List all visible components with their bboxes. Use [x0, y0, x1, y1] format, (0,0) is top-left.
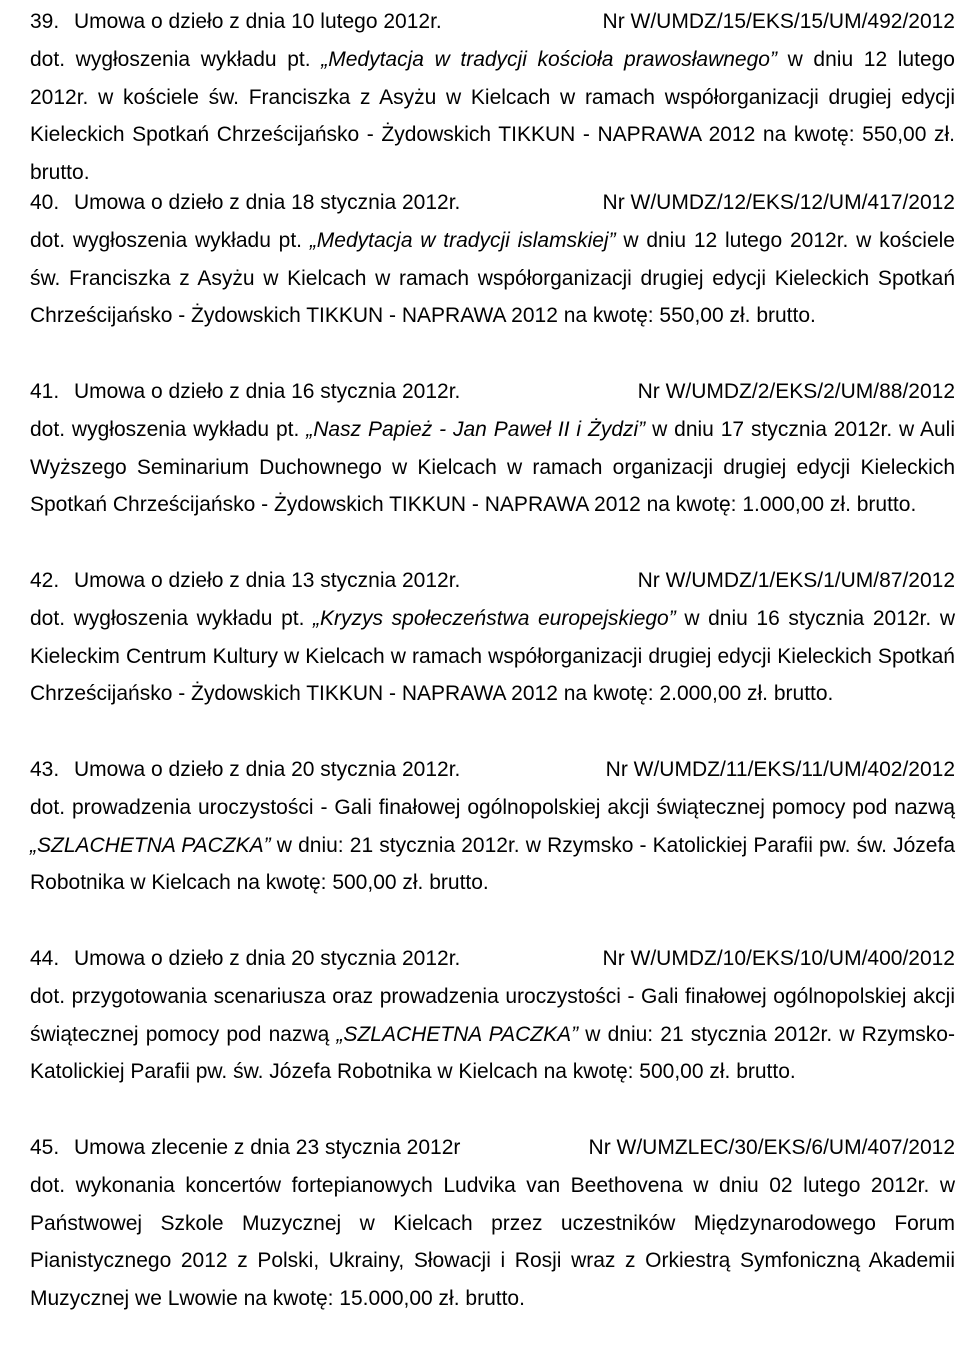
entry-description [30, 41, 955, 192]
entry-number: 41. [30, 380, 60, 403]
entry-heading [30, 1129, 955, 1167]
entry-description [30, 222, 955, 335]
description-text-continued: w dniu 17 stycznia 2012r. w Auli Wyższego Seminarium Duchownego w Kielcach w ramach organizacji drugiej edycji Kieleckich Spotkań Chrześcijańsko - Żydowskich TIKKUN - NAPRAWA 2012 na kwotę: 1.000,00 zł. brutto. [30, 417, 955, 517]
contract-date-line: Umowa o dzieło z dnia 16 stycznia 2012r. [74, 380, 461, 403]
contract-entry [30, 940, 955, 1091]
contract-reference-number: Nr W/UMDZ/1/EKS/1/UM/87/2012 [637, 569, 955, 592]
entry-number: 45. [30, 1136, 60, 1159]
contract-reference-number: Nr W/UMDZ/11/EKS/11/UM/402/2012 [605, 758, 955, 781]
entry-number: 44. [30, 947, 60, 970]
contract-entry [30, 184, 955, 335]
contract-date-line: Umowa o dzieło z dnia 18 stycznia 2012r. [74, 191, 461, 214]
entry-heading [30, 373, 955, 411]
contract-entry [30, 751, 955, 902]
entry-number: 40. [30, 191, 60, 214]
description-text: dot. wygłoszenia wykładu pt. [30, 47, 322, 71]
entry-heading [30, 940, 955, 978]
contract-date-line: Umowa o dzieło z dnia 13 stycznia 2012r. [74, 569, 461, 592]
description-text: dot. wykonania koncertów fortepianowych Ludvika van Beethovena w dniu 02 lutego 2012r. w Państwowej Szkole Muzycznej w Kielcach przez uczestników Międzynarodowego Forum Pianistycznego 2012 z Polski, Ukrainy, Słowacji i Rosji wraz z Orkiestrą Symfoniczną Akademii Muzycznej we Lwowie na kwotę: 15.000,00 zł. brutto. [30, 1173, 955, 1311]
entry-heading [30, 562, 955, 600]
description-text-continued: w dniu 12 lutego 2012r. w kościele św. Franciszka z Asyżu w Kielcach w ramach współorganizacji drugiej edycji Kieleckich Spotkań Chrześcijańsko - Żydowskich TIKKUN - NAPRAWA 2012 na kwotę: 550,00 zł. brutto. [30, 47, 955, 185]
description-text: dot. wygłoszenia wykładu pt. [30, 228, 310, 252]
contract-reference-number: Nr W/UMZLEC/30/EKS/6/UM/407/2012 [588, 1136, 955, 1159]
contract-date-line: Umowa o dzieło z dnia 10 lutego 2012r. [74, 10, 442, 33]
contract-entry [30, 3, 955, 192]
contract-reference-number: Nr W/UMDZ/10/EKS/10/UM/400/2012 [602, 947, 955, 970]
entry-heading [30, 184, 955, 222]
entry-number: 39. [30, 10, 60, 33]
entry-number: 43. [30, 758, 60, 781]
contract-entry [30, 373, 955, 524]
entry-heading [30, 3, 955, 41]
event-name: „SZLACHETNA PACZKA” [336, 1022, 579, 1046]
entry-description [30, 789, 955, 902]
description-text: dot. prowadzenia uroczystości - Gali finałowej ogólnopolskiej akcji świątecznej pomocy pod nazwą [30, 795, 955, 819]
contract-date-line: Umowa o dzieło z dnia 20 stycznia 2012r. [74, 758, 461, 781]
lecture-title: „Kryzys społeczeństwa europejskiego” [313, 606, 676, 630]
description-text-continued: w dniu: 21 stycznia 2012r. w Rzymsko-Katolickiej Parafii pw. św. Józefa Robotnika w Kielcach na kwotę: 500,00 zł. brutto. [30, 1022, 955, 1084]
description-text-continued: w dniu: 21 stycznia 2012r. w Rzymsko - Katolickiej Parafii pw. św. Józefa Robotnika w Kielcach na kwotę: 500,00 zł. brutto. [30, 833, 955, 895]
contract-reference-number: Nr W/UMDZ/15/EKS/15/UM/492/2012 [602, 10, 955, 33]
contract-date-line: Umowa o dzieło z dnia 20 stycznia 2012r. [74, 947, 461, 970]
contract-reference-number: Nr W/UMDZ/2/EKS/2/UM/88/2012 [637, 380, 955, 403]
entry-description [30, 411, 955, 524]
description-text-continued: w dniu 16 stycznia 2012r. w Kieleckim Centrum Kultury w Kielcach w ramach współorganizacji drugiej edycji Kieleckich Spotkań Chrześcijańsko - Żydowskich TIKKUN - NAPRAWA 2012 na kwotę: 2.000,00 zł. brutto. [30, 606, 955, 706]
event-name: „SZLACHETNA PACZKA” [30, 833, 271, 857]
description-text: dot. wygłoszenia wykładu pt. [30, 417, 307, 441]
entry-number: 42. [30, 569, 60, 592]
lecture-title: „Medytacja w tradycji kościoła prawosławnego” [321, 47, 777, 71]
description-text: dot. przygotowania scenariusza oraz prowadzenia uroczystości - Gali finałowej ogólnopolskiej akcji świątecznej pomocy pod nazwą [30, 984, 955, 1046]
lecture-title: „Medytacja w tradycji islamskiej” [309, 228, 616, 252]
contract-reference-number: Nr W/UMDZ/12/EKS/12/UM/417/2012 [602, 191, 955, 214]
entry-heading [30, 751, 955, 789]
entry-description [30, 600, 955, 713]
description-text: dot. wygłoszenia wykładu pt. [30, 606, 314, 630]
lecture-title: „Nasz Papież - Jan Paweł II i Żydzi” [306, 417, 646, 441]
contract-entry [30, 562, 955, 713]
contract-date-line: Umowa zlecenie z dnia 23 stycznia 2012r [74, 1136, 461, 1159]
entry-description [30, 1167, 955, 1318]
description-text-continued: w dniu 12 lutego 2012r. w kościele św. Franciszka z Asyżu w Kielcach w ramach współorganizacji drugiej edycji Kieleckich Spotkań Chrześcijańsko - Żydowskich TIKKUN - NAPRAWA 2012 na kwotę: 550,00 zł. brutto. [30, 228, 955, 328]
entry-description [30, 978, 955, 1091]
contract-entry [30, 1129, 955, 1318]
